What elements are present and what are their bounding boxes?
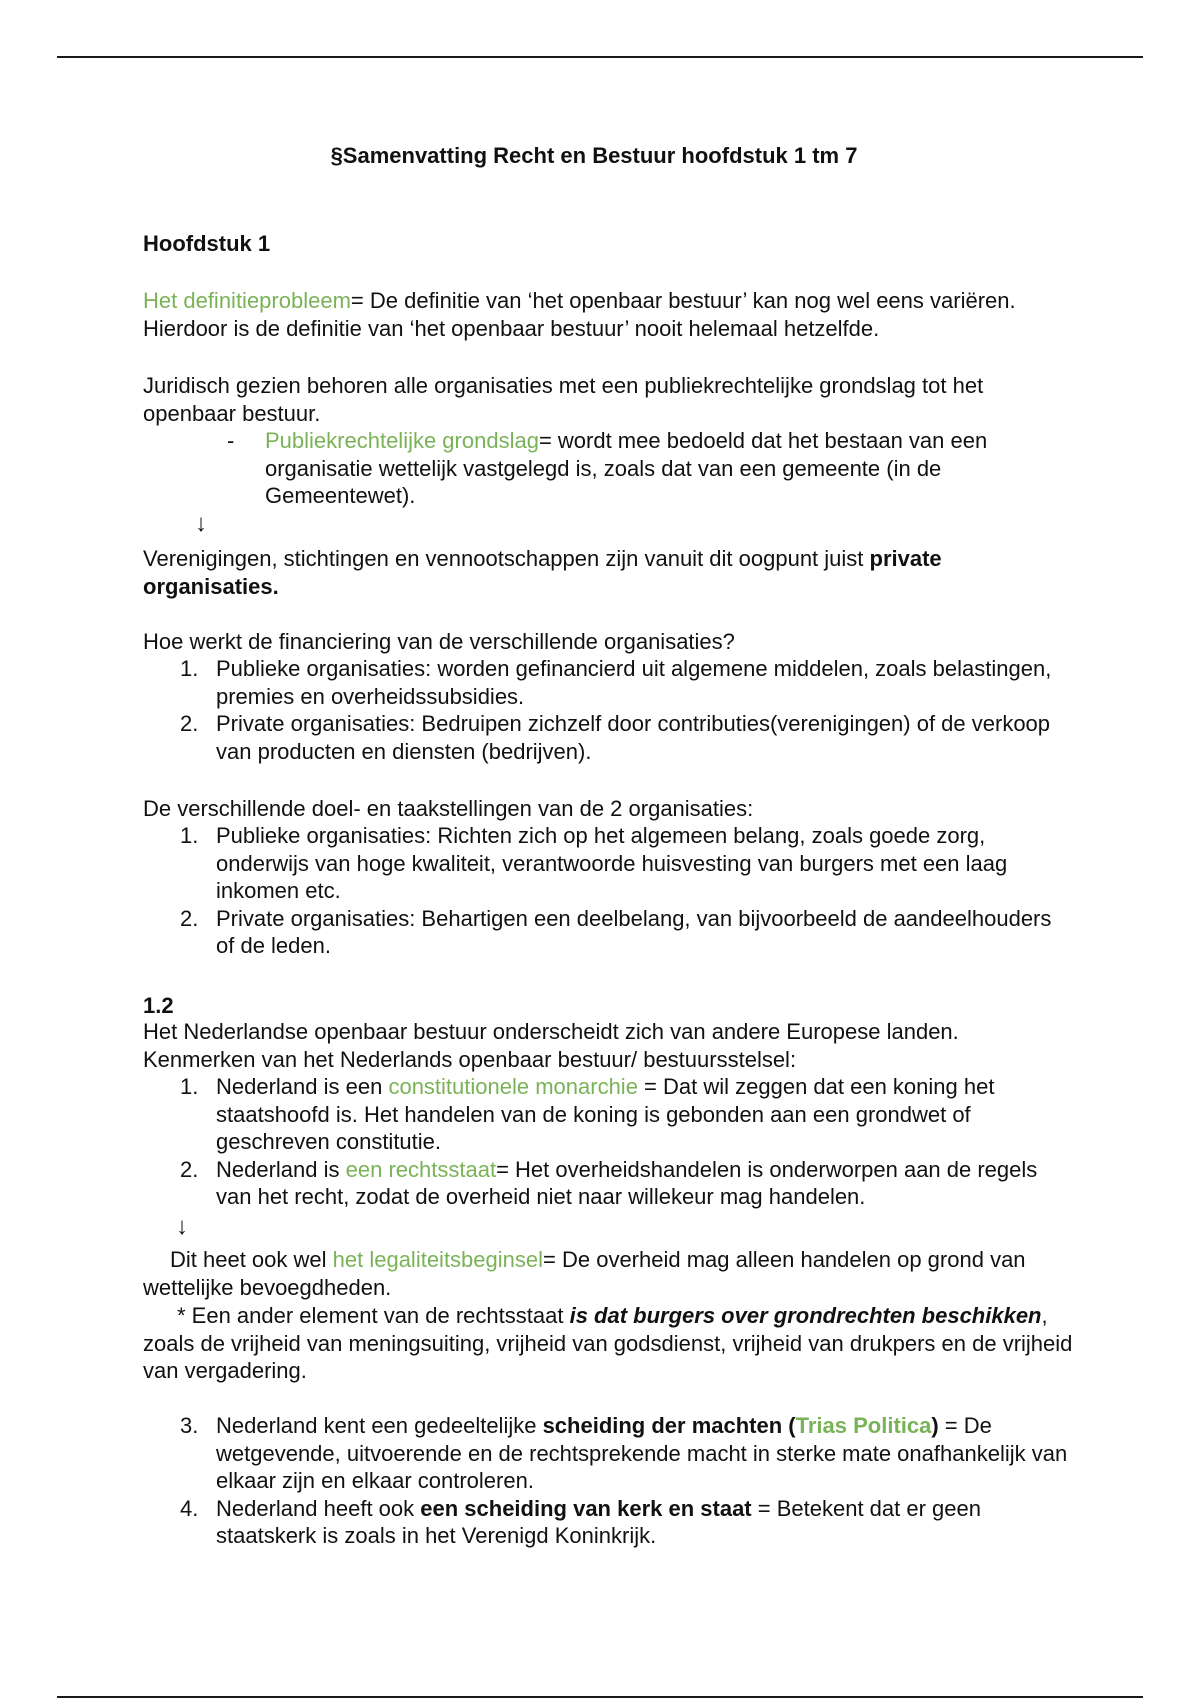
section-heading: 1.2 — [143, 993, 174, 1018]
list-item: 1. Publieke organisaties: worden gefinancierd uit algemene middelen, zoals belastingen, premies en overheidssubsidies. — [180, 656, 1052, 709]
paragraph-grondrechten: * Een ander element van de rechtsstaat is dat burgers over grondrechten beschikken, zoals de vrijheid van meningsuiting, vrijheid van godsdienst, vrijheid van drukpers en de vrijheid van vergadering. — [143, 1303, 1073, 1383]
paragraph-legaliteitsbeginsel: Dit heet ook wel het legaliteitsbeginsel= De overheid mag alleen handelen op grond van wettelijke bevoegdheden. — [143, 1247, 1026, 1300]
paragraph-definitieprobleem: Het definitieprobleem= De definitie van ‘het openbaar bestuur’ kan nog wel eens variëren. Hierdoor is de definitie van ‘het openbaar bestuur’ nooit helemaal hetzelfde. — [143, 288, 1016, 341]
star-icon: * — [177, 1303, 186, 1328]
bottom-rule — [57, 1696, 1143, 1698]
list-kenmerken-vervolg — [143, 1412, 1073, 1550]
term-constitutionele-monarchie: constitutionele monarchie — [388, 1074, 638, 1099]
list-item: 2. Private organisaties: Bedruipen zichzelf door contributies(verenigingen) of de verkoop van producten en diensten (bedrijven). — [180, 711, 1051, 764]
question-financiering: Hoe werkt de financiering van de verschillende organisaties? — [143, 629, 735, 654]
paragraph-juridisch: Juridisch gezien behoren alle organisaties met een publiekrechtelijke grondslag tot het openbaar bestuur. — [143, 373, 984, 426]
question-doelstellingen: De verschillende doel- en taakstellingen van de 2 organisaties: — [143, 796, 754, 821]
term-definitieprobleem: Het definitieprobleem — [143, 288, 351, 313]
list-item: 2. Nederland is een rechtsstaat= Het overheidshandelen is onderworpen aan de regels van het recht, zodat de overheid niet naar willekeur mag handelen. — [180, 1156, 1038, 1209]
list-item: 4. Nederland heeft ook een scheiding van kerk en staat = Betekent dat er geen staatskerk is zoals in het Verenigd Koninkrijk. — [180, 1495, 981, 1548]
term-rechtsstaat: een rechtsstaat — [345, 1156, 497, 1182]
down-arrow-icon: ↓ — [195, 510, 207, 537]
list-doelstellingen — [143, 822, 1073, 960]
list-kenmerken — [143, 1073, 1073, 1211]
list-item: 2. Private organisaties: Behartigen een deelbelang, van bijvoorbeeld de aandeelhouders of de leden. — [180, 905, 1052, 958]
list-item: 1. Publieke organisaties: Richten zich op het algemeen belang, zoals goede zorg, onderwijs van hoge kwaliteit, verantwoorde huisvesting van burgers met een laag inkomen etc. — [180, 823, 1008, 903]
chapter-heading: Hoofdstuk 1 — [143, 231, 271, 256]
list-item: 3. Nederland kent een gedeeltelijke scheiding der machten (Trias Politica) = De wetgevende, uitvoerende en de rechtsprekende macht in sterke mate onafhankelijk van elkaar zijn en elkaar controleren. — [180, 1413, 1068, 1493]
paragraph-kenmerken: Kenmerken van het Nederlands openbaar bestuur/ bestuursstelsel: — [143, 1047, 797, 1072]
term-legaliteitsbeginsel: het legaliteitsbeginsel — [332, 1247, 544, 1272]
paragraph-nederlandse-bestuur: Het Nederlandse openbaar bestuur onderscheidt zich van andere Europese landen. — [143, 1019, 959, 1044]
down-arrow-icon: ↓ — [176, 1213, 188, 1240]
document-title: §Samenvatting Recht en Bestuur hoofdstuk 1 tm 7 — [330, 143, 858, 168]
list-financiering — [143, 655, 1073, 765]
term-publiekrechtelijke-grondslag: Publiekrechtelijke grondslag — [265, 428, 539, 453]
document-page — [143, 0, 1073, 1548]
paragraph-verenigingen: Verenigingen, stichtingen en vennootschappen zijn vanuit dit oogpunt juist private organisaties. — [143, 546, 942, 599]
term-trias-politica: Trias Politica — [795, 1413, 932, 1438]
list-item: 1. Nederland is een constitutionele monarchie = Dat wil zeggen dat een koning het staatshoofd is. Het handelen van de koning is gebonden aan een grondwet of geschreven constitutie. — [180, 1074, 995, 1154]
bullet-publiekrechtelijke-grondslag: - Publiekrechtelijke grondslag= wordt mee bedoeld dat het bestaan van een organisatie wettelijk vastgelegd is, zoals dat van een gemeente (in de Gemeentewet). — [227, 428, 988, 508]
